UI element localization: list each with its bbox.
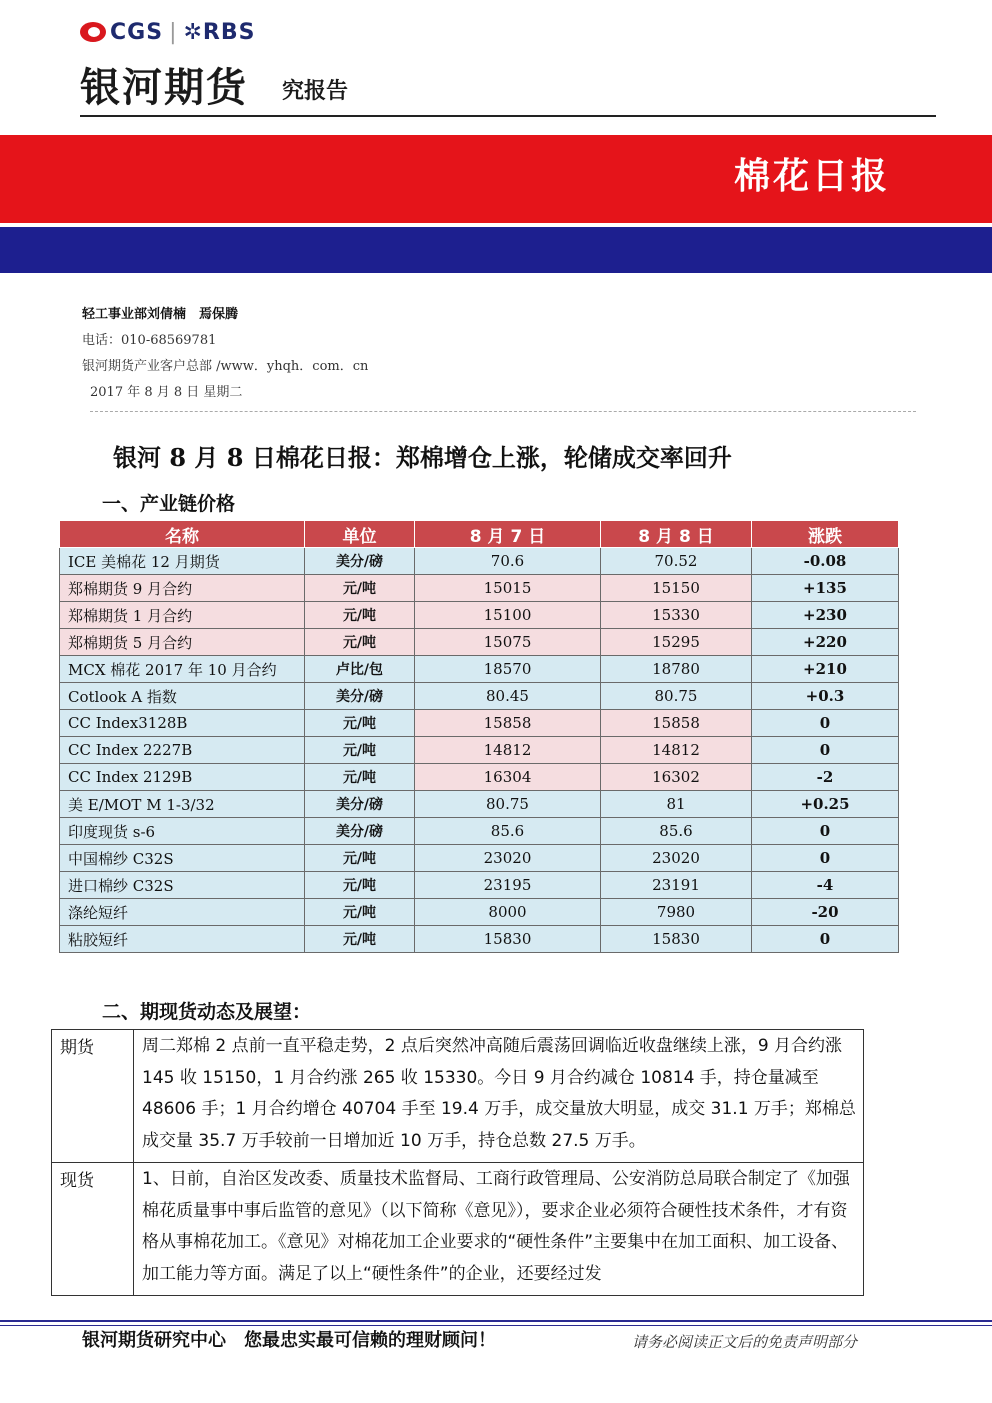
row-aug8: 18780 [601,656,752,683]
row-aug7: 80.75 [415,791,601,818]
table-row [60,629,899,656]
row-unit: 元/吨 [305,737,415,764]
row-aug7: 16304 [415,764,601,791]
row-unit: 元/吨 [305,710,415,737]
authors: 轻工事业部刘倩楠 焉保腾 [82,307,239,322]
header-aug7: 8 月 7 日 [415,521,601,548]
row-name: 美 E/MOT M 1-3/32 [60,791,305,818]
row-aug7: 15858 [415,710,601,737]
row-change: 0 [752,926,899,953]
brand-logo-en [80,20,255,45]
report-type: 究报告 [282,79,349,104]
headline: 银河 8 月 8 日棉花日报：郑棉增仓上涨，轮储成交率回升 [113,443,732,472]
header-unit: 单位 [305,521,415,548]
row-name: Cotlook A 指数 [60,683,305,710]
row-unit: 元/吨 [305,899,415,926]
row-change: 0 [752,818,899,845]
table-row [60,791,899,818]
footer-slogan: 银河期货研究中心 您最忠实最可信赖的理财顾问！ [82,1330,496,1351]
cgs-swirl-icon [80,22,106,42]
row-aug7: 80.45 [415,683,601,710]
row-unit: 美分/磅 [305,791,415,818]
footer-divider [0,1320,992,1322]
row-change: +230 [752,602,899,629]
row-aug8: 14812 [601,737,752,764]
row-name: 郑棉期货 1 月合约 [60,602,305,629]
row-change: -20 [752,899,899,926]
row-unit: 元/吨 [305,764,415,791]
row-aug7: 23020 [415,845,601,872]
row-aug8: 7980 [601,899,752,926]
row-name: CC Index3128B [60,710,305,737]
table-row [60,710,899,737]
header-name: 名称 [60,521,305,548]
row-aug8: 85.6 [601,818,752,845]
phone: 电话：010-68569781 [82,333,217,348]
section-title-dynamics: 二、期现货动态及展望： [102,1001,312,1023]
table-row [52,1163,864,1296]
row-aug8: 16302 [601,764,752,791]
footer-disclaimer: 请务必阅读正文后的免责声明部分 [632,1333,858,1351]
table-row [60,548,899,575]
table-row [60,845,899,872]
row-change: -4 [752,872,899,899]
row-name: 涤纶短纤 [60,899,305,926]
header-divider [80,115,936,117]
table-row [60,575,899,602]
row-change: 0 [752,845,899,872]
row-name: 中国棉纱 C32S [60,845,305,872]
table-row [60,899,899,926]
row-name: 进口棉纱 C32S [60,872,305,899]
header-aug8: 8 月 8 日 [601,521,752,548]
row-aug7: 70.6 [415,548,601,575]
table-row [52,1030,864,1163]
dynamics-text-spot: 1、日前，自治区发改委、质量技术监督局、工商行政管理局、公安消防总局联合制定了《加强棉花质量事中事后监管的意见》（以下简称《意见》），要求企业必须符合硬性技术条件，才有资格从事棉花加工。《意见》对棉花加工企业要求的“硬性条件”主要集中在加工面积、加工设备、加工能力等方面。满足了以上“硬性条件”的企业，还要经过发 [134,1163,864,1296]
row-name: CC Index 2129B [60,764,305,791]
row-aug8: 81 [601,791,752,818]
department-website: 银河期货产业客户总部 /www．yhqh．com．cn [82,359,369,374]
row-name: MCX 棉花 2017 年 10 月合约 [60,656,305,683]
report-date: 2017 年 8 月 8 日 星期二 [90,385,243,400]
row-unit: 美分/磅 [305,818,415,845]
row-name: 郑棉期货 5 月合约 [60,629,305,656]
brand-separator: | [169,20,178,45]
price-table-body [60,548,899,953]
row-aug7: 85.6 [415,818,601,845]
row-aug8: 70.52 [601,548,752,575]
price-table [59,520,899,953]
table-header-row [60,521,899,548]
row-aug8: 15858 [601,710,752,737]
row-unit: 卢比/包 [305,656,415,683]
table-row [60,683,899,710]
section-title-prices: 一、产业链价格 [102,493,236,515]
row-unit: 元/吨 [305,872,415,899]
row-unit: 元/吨 [305,629,415,656]
brand-en-left: CGS [110,20,164,45]
table-row [60,764,899,791]
row-aug8: 15330 [601,602,752,629]
row-aug7: 14812 [415,737,601,764]
row-change: +0.3 [752,683,899,710]
row-aug8: 80.75 [601,683,752,710]
brand-en-right: RBS [202,20,256,45]
row-aug7: 18570 [415,656,601,683]
row-change: -2 [752,764,899,791]
row-change: +135 [752,575,899,602]
row-name: 印度现货 s-6 [60,818,305,845]
header-change: 涨跌 [752,521,899,548]
row-aug8: 23191 [601,872,752,899]
table-row [60,656,899,683]
dynamics-label-spot: 现货 [52,1163,134,1296]
row-aug7: 15830 [415,926,601,953]
row-name: 粘胶短纤 [60,926,305,953]
row-name: 郑棉期货 9 月合约 [60,575,305,602]
table-row [60,602,899,629]
row-change: 0 [752,737,899,764]
table-row [60,818,899,845]
row-change: 0 [752,710,899,737]
banner-title: 棉花日报 [733,156,890,197]
row-aug8: 15295 [601,629,752,656]
brand-logo-cn: 银河期货 [80,65,248,111]
row-aug8: 23020 [601,845,752,872]
row-change: +0.25 [752,791,899,818]
row-aug7: 15075 [415,629,601,656]
row-aug8: 15150 [601,575,752,602]
banner-stripe [0,227,992,273]
row-unit: 美分/磅 [305,683,415,710]
row-change: +210 [752,656,899,683]
row-aug7: 8000 [415,899,601,926]
row-name: ICE 美棉花 12 月期货 [60,548,305,575]
row-unit: 元/吨 [305,845,415,872]
dynamics-table [51,1029,864,1296]
dynamics-text-futures: 周二郑棉 2 点前一直平稳走势，2 点后突然冲高随后震荡回调临近收盘继续上涨，9 月合约涨 145 收 15150，1 月合约涨 265 收 15330。今日 9 月合约减仓 10814 手，持仓量减至 48606 手；1 月合约增仓 40704 手至 19.4 万手，成交量放大明显，成交 31.1 万手；郑棉总成交量 35.7 万手较前一日增加近 10 万手，持仓总数 27.5 万手。 [134,1030,864,1163]
table-row [60,926,899,953]
row-unit: 元/吨 [305,926,415,953]
dynamics-label-futures: 期货 [52,1030,134,1163]
row-unit: 美分/磅 [305,548,415,575]
rbs-star-icon: ✲ [183,20,203,45]
row-name: CC Index 2227B [60,737,305,764]
row-aug8: 15830 [601,926,752,953]
table-row [60,737,899,764]
row-aug7: 15015 [415,575,601,602]
row-unit: 元/吨 [305,575,415,602]
row-unit: 元/吨 [305,602,415,629]
table-row [60,872,899,899]
row-change: +220 [752,629,899,656]
row-change: -0.08 [752,548,899,575]
dashed-divider [90,411,916,412]
row-aug7: 15100 [415,602,601,629]
row-aug7: 23195 [415,872,601,899]
